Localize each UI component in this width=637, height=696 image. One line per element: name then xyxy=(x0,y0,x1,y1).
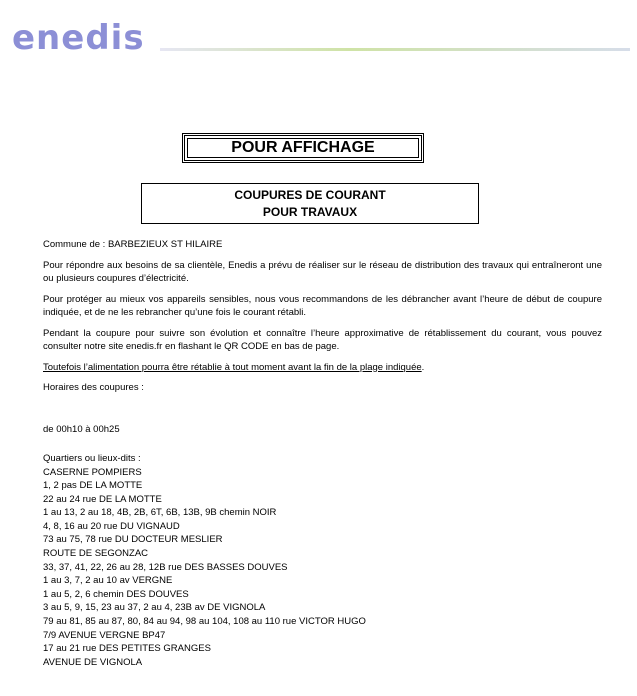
warning-text: Toutefois l’alimentation pourra être rétablie à tout moment avant la fin de la plage indiquée xyxy=(43,361,422,373)
paragraph-2: Pour protéger au mieux vos appareils sensibles, nous vous recommandons de les débrancher avant l’heure de début de coupure indiquée, et de ne les rebrancher qu’une fois le courant rétabli. xyxy=(43,293,602,318)
commune-line: Commune de : BARBEZIEUX ST HILAIRE xyxy=(43,239,223,250)
list-item: 33, 37, 41, 22, 26 au 28, 12B rue DES BASSES DOUVES xyxy=(43,561,288,573)
list-item: 79 au 81, 85 au 87, 80, 84 au 94, 98 au 104, 108 au 110 rue VICTOR HUGO xyxy=(43,616,366,628)
warning-line xyxy=(43,361,602,375)
list-item: AVENUE DE VIGNOLA xyxy=(43,656,143,668)
list-item: 73 au 75, 78 rue DU DOCTEUR MESLIER xyxy=(43,534,223,546)
list-item: CASERNE POMPIERS xyxy=(43,466,142,478)
list-item: 1, 2 pas DE LA MOTTE xyxy=(43,480,143,492)
warning-end: . xyxy=(421,361,425,373)
notice-body xyxy=(43,238,602,669)
notice-title-box xyxy=(141,183,479,224)
list-item: 4, 8, 16 au 20 rue DU VIGNAUD xyxy=(43,520,180,532)
list-item: 1 au 5, 2, 6 chemin DES DOUVES xyxy=(43,588,189,600)
notice-title-line2: POUR TRAVAUX xyxy=(262,205,358,219)
paragraph-3: Pendant la coupure pour suivre son évolution et connaître l’heure approximative de rétablissement du courant, vous pouvez consulter notre site enedis.fr en flashant le QR CODE en bas de page. xyxy=(43,327,602,352)
list-item: 1 au 3, 7, 2 au 10 av VERGNE xyxy=(43,575,173,587)
list-item: ROUTE DE SEGONZAC xyxy=(43,548,149,560)
list-item: 1 au 13, 2 au 18, 4B, 2B, 6T, 6B, 13B, 9B chemin NOIR xyxy=(43,507,277,519)
logo-text: enedis xyxy=(12,18,145,58)
notice-title-line1: COUPURES DE COURANT xyxy=(234,188,386,202)
banner-box xyxy=(182,133,424,163)
quartiers-label: Quartiers ou lieux-dits : xyxy=(43,453,141,464)
list-item: 17 au 21 rue DES PETITES GRANGES xyxy=(43,643,211,655)
banner-title: POUR AFFICHAGE xyxy=(231,139,375,156)
quartiers-list xyxy=(43,466,602,670)
header-divider xyxy=(160,48,630,51)
paragraph-1: Pour répondre aux besoins de sa clientèle, Enedis a prévu de réaliser sur le réseau de distribution des travaux qui entraîneront une ou plusieurs coupures d’électricité. xyxy=(43,259,602,284)
list-item: 7/9 AVENUE VERGNE BP47 xyxy=(43,629,166,641)
horaires-label: Horaires des coupures : xyxy=(43,382,144,393)
enedis-logo xyxy=(12,18,145,58)
horaire-value: de 00h10 à 00h25 xyxy=(43,423,120,435)
list-item: 3 au 5, 9, 15, 23 au 37, 2 au 4, 23B av DE VIGNOLA xyxy=(43,602,266,614)
list-item: 22 au 24 rue DE LA MOTTE xyxy=(43,493,162,505)
